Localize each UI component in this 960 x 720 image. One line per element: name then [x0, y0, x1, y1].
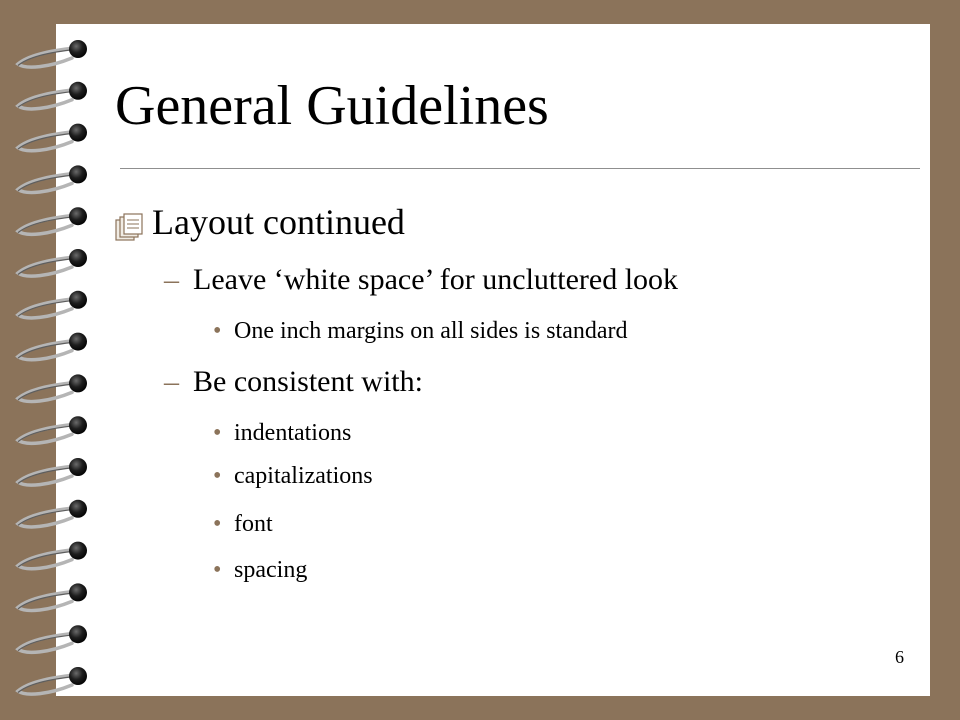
bullet-layout-continued: Layout continued: [152, 202, 405, 242]
binding-hole: [69, 40, 87, 58]
binding-hole: [69, 416, 87, 434]
item-font: font: [234, 511, 273, 537]
slide-title: General Guidelines: [115, 75, 549, 137]
item-margins: One inch margins on all sides is standard: [234, 318, 628, 344]
binding-hole: [69, 583, 87, 601]
dash-marker: –: [164, 263, 179, 296]
binding-hole: [69, 542, 87, 560]
title-divider: [120, 168, 920, 169]
item-spacing: spacing: [234, 557, 308, 583]
binding-hole: [69, 667, 87, 685]
binding-hole: [69, 165, 87, 183]
binding-hole: [69, 249, 87, 267]
dot-marker: •: [213, 463, 222, 489]
binding-hole: [69, 458, 87, 476]
binding-hole: [69, 625, 87, 643]
dot-marker: •: [213, 420, 222, 446]
binding-hole: [69, 82, 87, 100]
item-capitalizations: capitalizations: [234, 463, 373, 489]
notepad-bullet-icon: [114, 212, 144, 242]
page-number: 6: [895, 647, 904, 667]
dot-marker: •: [213, 318, 222, 344]
item-indentations: indentations: [234, 420, 352, 446]
binding-hole: [69, 124, 87, 142]
binding-hole: [69, 291, 87, 309]
binding-hole: [69, 207, 87, 225]
dot-marker: •: [213, 511, 222, 537]
binding-hole: [69, 374, 87, 392]
dot-marker: •: [213, 557, 222, 583]
binding-hole: [69, 333, 87, 351]
dash-marker: –: [164, 365, 179, 398]
sub-bullet-consistent: Be consistent with:: [193, 365, 423, 398]
binding-hole: [69, 500, 87, 518]
sub-bullet-white-space: Leave ‘white space’ for uncluttered look: [193, 263, 679, 296]
spiral-binding-icon: [0, 0, 120, 720]
